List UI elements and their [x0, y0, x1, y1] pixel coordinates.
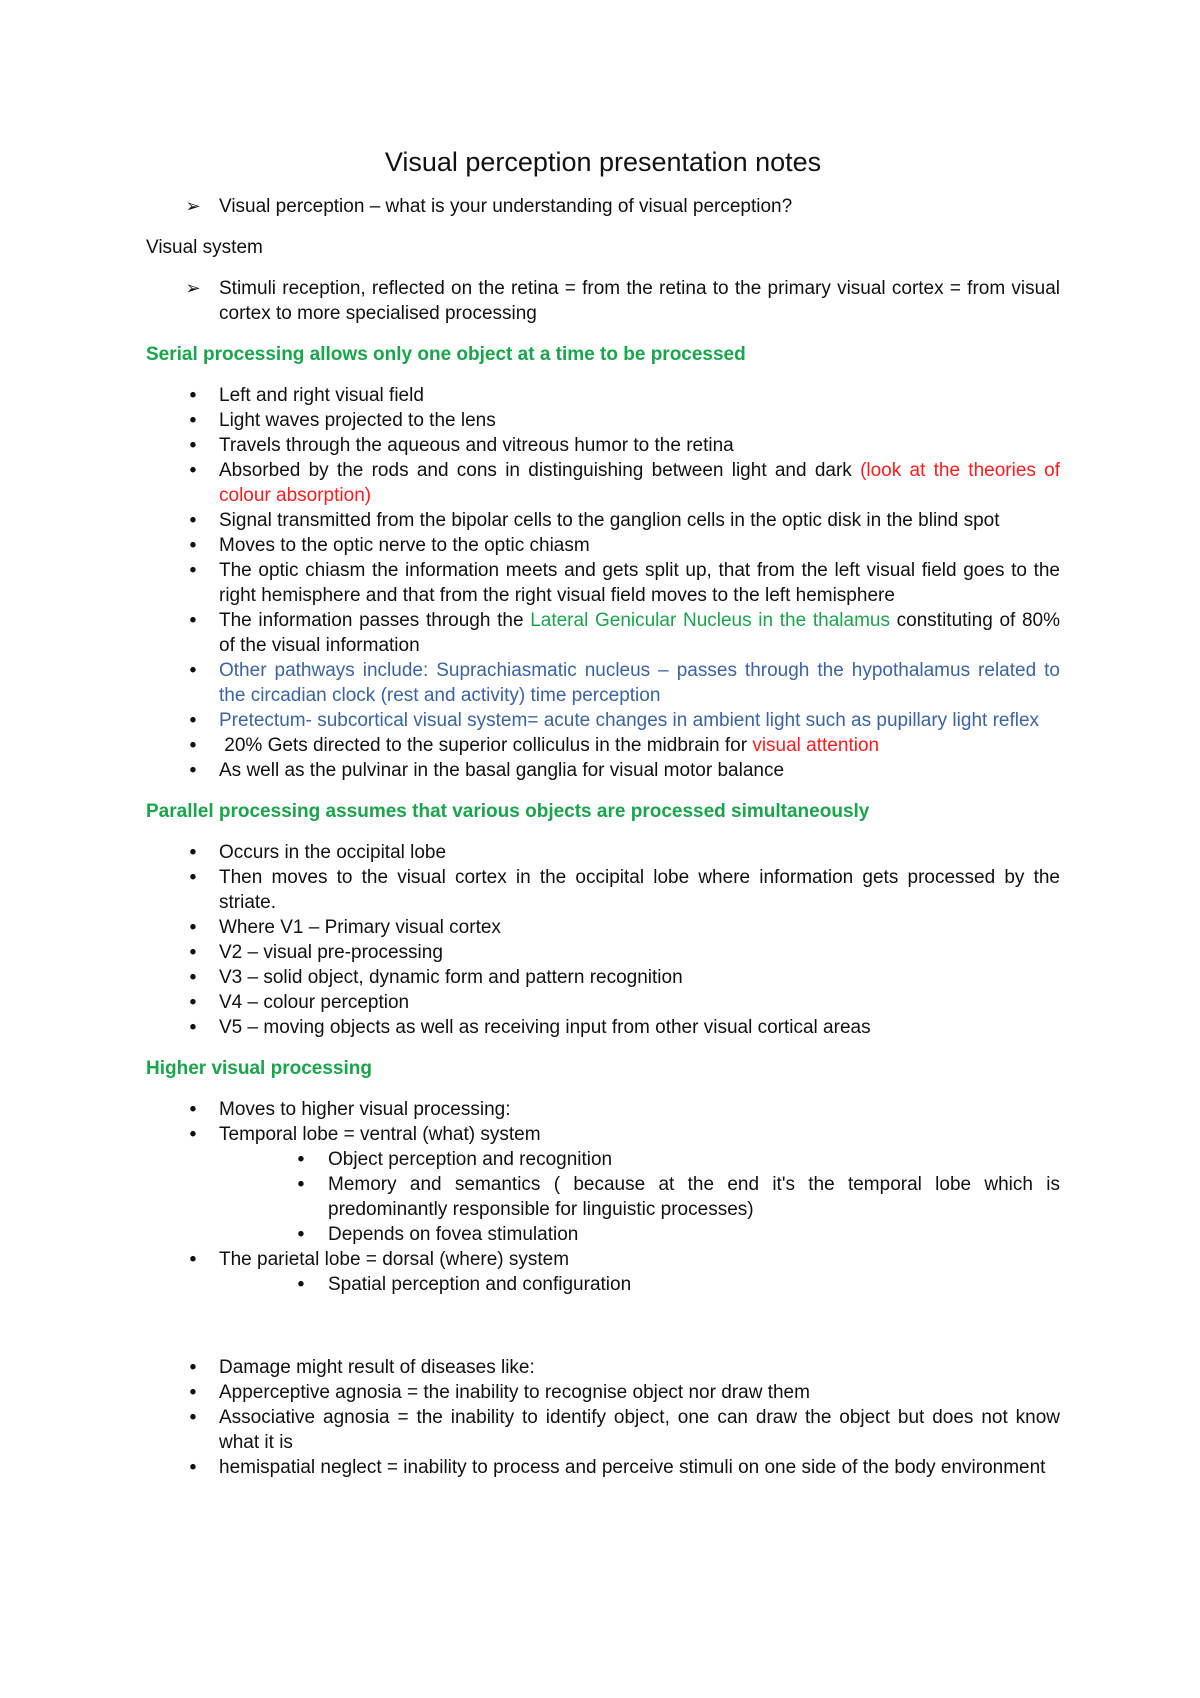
bullet-icon: • — [189, 560, 197, 581]
list-item — [146, 915, 1060, 940]
list-item-text: Absorbed by the rods and cons in distinguishing between light and dark — [219, 460, 861, 481]
lateral-genicular-nucleus-highlight: Lateral Genicular Nucleus in the thalamus — [530, 610, 890, 631]
list-item — [146, 1380, 1060, 1405]
list-item-text: V3 – solid object, dynamic form and pattern recognition — [219, 967, 683, 988]
list-item-text: Left and right visual field — [219, 385, 424, 406]
list-item — [146, 558, 1060, 608]
bullet-icon: • — [189, 1017, 197, 1038]
list-item-text: The information passes through the — [219, 610, 531, 631]
arrow-bullet-icon: ➢ — [185, 196, 201, 216]
list-item — [146, 533, 1060, 558]
bullet-icon: • — [189, 992, 197, 1013]
sub-list-item — [146, 1272, 1060, 1297]
document-body — [146, 142, 1060, 1480]
intro-bullet-text: Visual perception – what is your understanding of visual perception? — [219, 196, 793, 217]
list-item-text: 20% Gets directed to the superior colliculus in the midbrain for — [219, 735, 753, 756]
list-item — [146, 1247, 1060, 1272]
parallel-processing-list — [146, 840, 1060, 1040]
bullet-icon: • — [189, 735, 197, 756]
list-item — [146, 965, 1060, 990]
list-item — [146, 733, 1060, 758]
bullet-icon: • — [189, 842, 197, 863]
visual-system-bullet — [146, 276, 1060, 326]
list-item-text: The optic chiasm the information meets and gets split up, that from the left visual field goes to the right hemisphere and that from the right visual field moves to the left hemisphere — [219, 560, 1060, 606]
list-item-text: Signal transmitted from the bipolar cells to the ganglion cells in the optic disk in the blind spot — [219, 510, 1000, 531]
list-item-text: Temporal lobe = ventral (what) system — [219, 1124, 541, 1145]
list-item — [146, 508, 1060, 533]
pretectum-text: Pretectum- subcortical visual system= acute changes in ambient light such as pupillary light reflex — [219, 710, 1040, 731]
bullet-icon: • — [297, 1174, 305, 1195]
arrow-bullet-icon: ➢ — [185, 278, 201, 298]
bullet-icon: • — [189, 710, 197, 731]
other-pathways-text: Other pathways include: Suprachiasmatic nucleus – passes through the hypothalamus related to the circadian clock (rest and activity) time perception — [219, 660, 1060, 706]
list-item-text: Apperceptive agnosia = the inability to recognise object nor draw them — [219, 1382, 810, 1403]
list-item-text: Associative agnosia = the inability to identify object, one can draw the object but does not know what it is — [219, 1407, 1060, 1453]
bullet-icon: • — [189, 967, 197, 988]
serial-processing-list — [146, 383, 1060, 783]
list-item — [146, 383, 1060, 408]
bullet-icon: • — [189, 867, 197, 888]
damage-list — [146, 1355, 1060, 1480]
list-item — [146, 758, 1060, 783]
page-title: Visual perception presentation notes — [384, 147, 822, 177]
sub-list-item — [146, 1147, 1060, 1172]
list-item-text: V5 – moving objects as well as receiving input from other visual cortical areas — [219, 1017, 871, 1038]
bullet-icon: • — [189, 1382, 197, 1403]
list-item-text: constituting of 80% of the visual information — [219, 610, 1061, 656]
bullet-icon: • — [189, 1457, 197, 1478]
list-item-text: Depends on fovea stimulation — [328, 1224, 579, 1245]
sub-list-item — [146, 1172, 1060, 1222]
higher-visual-processing-heading: Higher visual processing — [146, 1058, 372, 1079]
list-item — [146, 840, 1060, 865]
list-item-text: Where V1 – Primary visual cortex — [219, 917, 501, 938]
list-item-text: As well as the pulvinar in the basal ganglia for visual motor balance — [219, 760, 785, 781]
list-item — [146, 865, 1060, 915]
bullet-icon: • — [189, 460, 197, 481]
list-item-text: Damage might result of diseases like: — [219, 1357, 535, 1378]
bullet-icon: • — [189, 1407, 197, 1428]
list-item — [146, 1015, 1060, 1040]
list-item — [146, 708, 1060, 733]
list-item-text: The parietal lobe = dorsal (where) system — [219, 1249, 570, 1270]
bullet-icon: • — [189, 1124, 197, 1145]
sub-list-item — [146, 1222, 1060, 1247]
bullet-icon: • — [189, 1357, 197, 1378]
list-item-text: Light waves projected to the lens — [219, 410, 496, 431]
list-item — [146, 458, 1060, 508]
list-item — [146, 408, 1060, 433]
visual-attention-highlight: visual attention — [752, 735, 880, 756]
list-item-text: Spatial perception and configuration — [328, 1274, 632, 1295]
bullet-icon: • — [297, 1149, 305, 1170]
list-item — [146, 608, 1060, 658]
list-item-text: Moves to higher visual processing: — [219, 1099, 511, 1120]
list-item-text: Occurs in the occipital lobe — [219, 842, 447, 863]
list-item — [146, 990, 1060, 1015]
higher-processing-list — [146, 1097, 1060, 1297]
list-item — [146, 1097, 1060, 1122]
bullet-icon: • — [189, 535, 197, 556]
bullet-icon: • — [189, 510, 197, 531]
bullet-icon: • — [189, 410, 197, 431]
bullet-icon: • — [189, 1099, 197, 1120]
bullet-icon: • — [189, 385, 197, 406]
list-item — [146, 433, 1060, 458]
list-item-text: Moves to the optic nerve to the optic chiasm — [219, 535, 590, 556]
list-item — [146, 1122, 1060, 1147]
list-item — [146, 1355, 1060, 1380]
bullet-icon: • — [189, 610, 197, 631]
bullet-icon: • — [189, 1249, 197, 1270]
list-item-text: Then moves to the visual cortex in the occipital lobe where information gets processed by the striate. — [219, 867, 1060, 913]
list-item — [146, 1455, 1060, 1480]
bullet-icon: • — [297, 1274, 305, 1295]
intro-bullet — [146, 194, 1060, 219]
list-item-text: Travels through the aqueous and vitreous humor to the retina — [219, 435, 734, 456]
bullet-icon: • — [297, 1224, 305, 1245]
list-item-text: V4 – colour perception — [219, 992, 410, 1013]
visual-system-label: Visual system — [146, 237, 263, 258]
colour-absorption-note: (look at the theories of colour absorption) — [219, 460, 1060, 506]
bullet-icon: • — [189, 760, 197, 781]
bullet-icon: • — [189, 435, 197, 456]
bullet-icon: • — [189, 660, 197, 681]
list-item — [146, 1405, 1060, 1455]
list-item-text: Object perception and recognition — [328, 1149, 613, 1170]
bullet-icon: • — [189, 942, 197, 963]
list-item — [146, 940, 1060, 965]
parallel-processing-heading: Parallel processing assumes that various objects are processed simultaneously — [146, 801, 870, 822]
visual-system-bullet-text: Stimuli reception, reflected on the retina = from the retina to the primary visual cortex = from visual cortex to more specialised processing — [219, 278, 1060, 324]
list-item-text: Memory and semantics ( because at the end it's the temporal lobe which is predominantly responsible for linguistic processes) — [328, 1174, 1060, 1220]
serial-processing-heading: Serial processing allows only one object at a time to be processed — [146, 344, 746, 365]
bullet-icon: • — [189, 917, 197, 938]
list-item — [146, 658, 1060, 708]
list-item-text: hemispatial neglect = inability to process and perceive stimuli on one side of the body environment — [219, 1457, 1046, 1478]
list-item-text: V2 – visual pre-processing — [219, 942, 443, 963]
